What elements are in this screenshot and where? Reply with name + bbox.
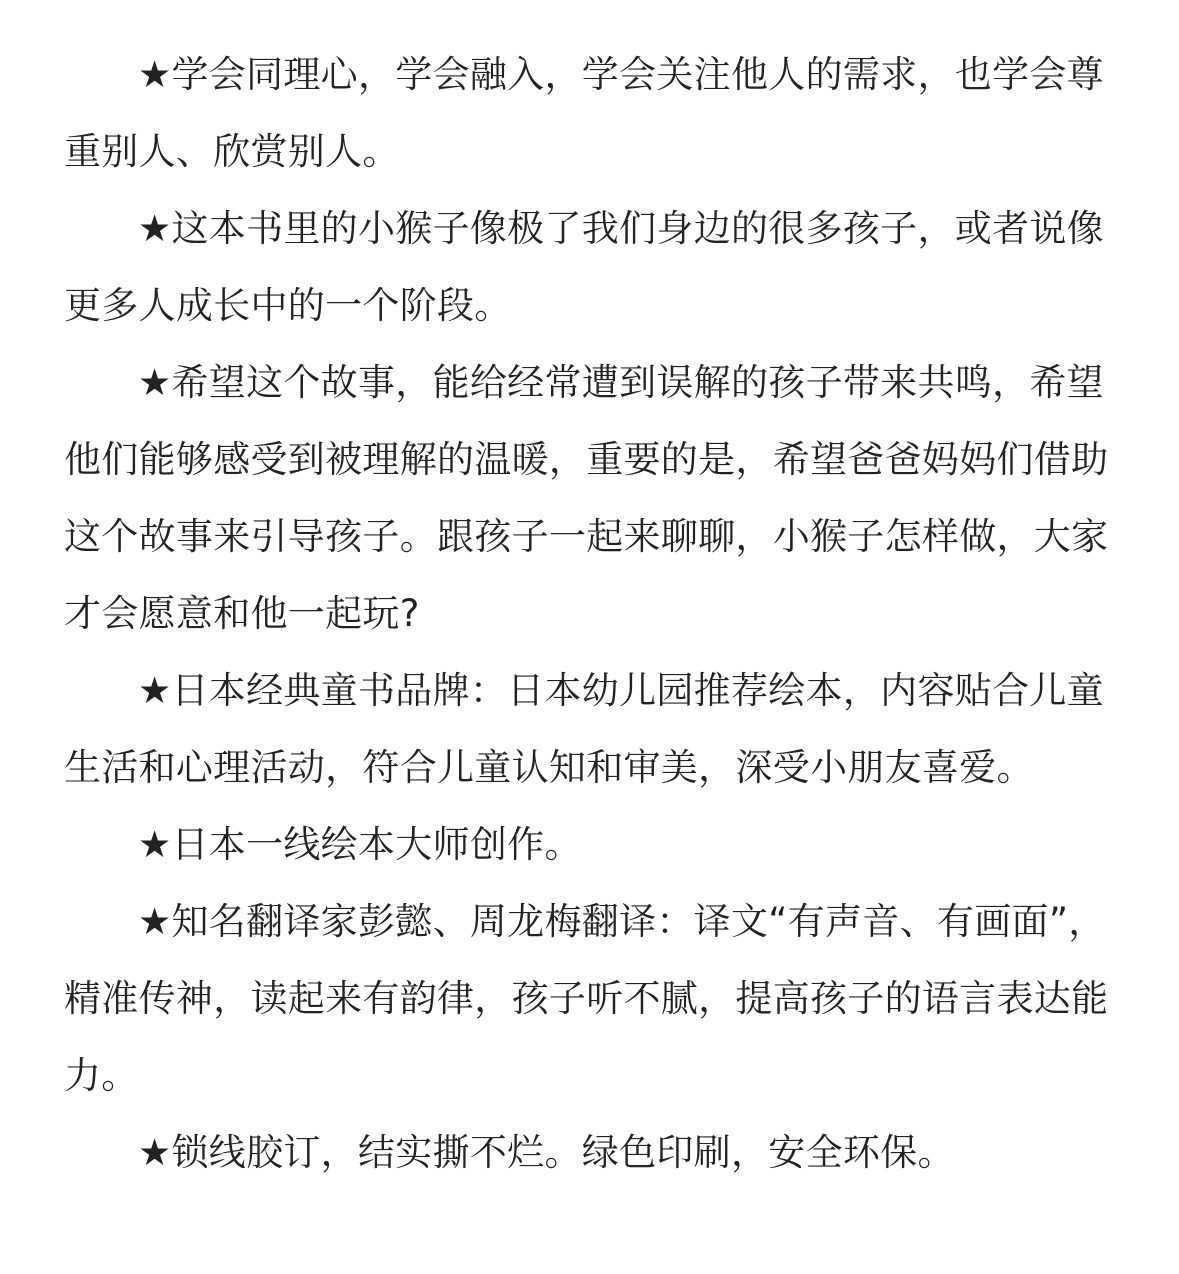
paragraph-binding: ★锁线胶订，结实撕不烂。绿色印刷，安全环保。 — [138, 1131, 955, 1174]
paragraph-author: ★日本一线绘本大师创作。 — [138, 823, 582, 866]
paragraph-little-monkey: ★这本书里的小猴子像极了我们身边的很多孩子，或者说像更多人成长中的一个阶段。 — [64, 207, 1104, 327]
paragraph-empathy: ★学会同理心，学会融入，学会关注他人的需求，也学会尊重别人、欣赏别人。 — [64, 53, 1104, 173]
paragraph-hope: ★希望这个故事，能给经常遭到误解的孩子带来共鸣，希望他们能够感受到被理解的温暖，重要的是，希望爸爸妈妈们借助这个故事来引导孩子。跟孩子一起来聊聊，小猴子怎样做，大家才会愿意和他一起玩? — [64, 361, 1109, 635]
paragraph-translation: ★知名翻译家彭懿、周龙梅翻译：译文“有声音、有画面”，精准传神，读起来有韵律，孩子听不腻，提高孩子的语言表达能力。 — [64, 900, 1109, 1097]
paragraph-brand: ★日本经典童书品牌：日本幼儿园推荐绘本，内容贴合儿童生活和心理活动，符合儿童认知和审美，深受小朋友喜爱。 — [64, 669, 1104, 789]
